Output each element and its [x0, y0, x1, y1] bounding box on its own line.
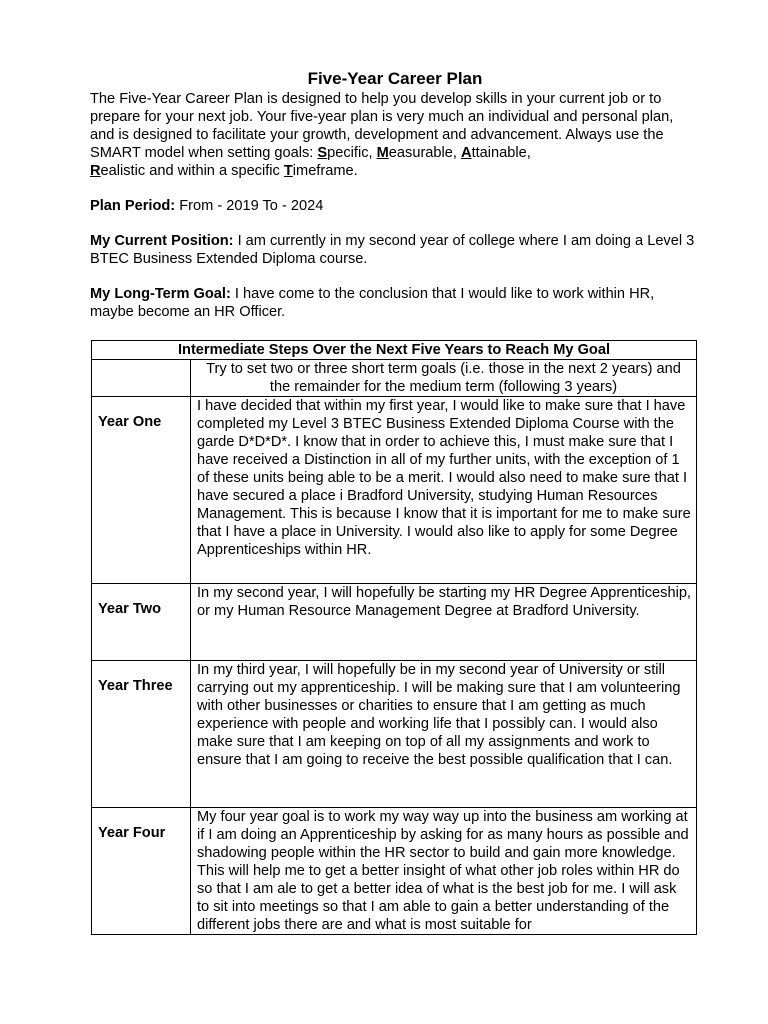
year-plan-text: My four year goal is to work my way way up into the business am working at if I am doing an Apprenticeship by asking for as many hours as possible and shadowing people within the HR sector to build and gain more knowledge. This will help me to get a better insight of what other job roles within HR do so that I am ale to get a better idea of what is the best job for me. I will ask to sit into meetings so that I am able to gain a better understanding of the different jobs there are and what is most suitable for	[191, 808, 697, 935]
smart-t: T	[283, 163, 293, 179]
document-page	[90, 68, 700, 321]
plan-period-label: Plan Period:	[90, 198, 176, 214]
table-row	[92, 584, 697, 661]
year-plan-text: In my second year, I will hopefully be starting my HR Degree Apprenticeship, or my Human Resource Management Degree at Bradford University.	[191, 584, 697, 661]
hint-row	[92, 360, 697, 397]
smart-a-rest: ttainable,	[471, 145, 531, 161]
intermediate-steps-table	[91, 340, 697, 935]
table-row	[92, 661, 697, 808]
smart-s-rest: pecific,	[327, 145, 377, 161]
smart-a: A	[461, 145, 472, 161]
current-position	[90, 232, 700, 268]
year-label: Year Three	[92, 661, 191, 808]
long-term-goal-value: I have come to the conclusion that I would like to work within HR, maybe become an HR Officer.	[90, 286, 655, 320]
table-row	[92, 808, 697, 935]
intro-text: The Five-Year Career Plan is designed to help you develop skills in your current job or to prepare for your next job. Your five-year plan is very much an individual and personal plan, and is designed to facilitate your growth, development and advancement. Always use the SMART model when setting goals:	[90, 91, 674, 161]
table-header-row	[92, 341, 697, 360]
hint-cell: Try to set two or three short term goals (i.e. those in the next 2 years) and the remainder for the medium term (following 3 years)	[191, 360, 697, 397]
plan-period	[90, 197, 700, 215]
smart-s: S	[317, 145, 328, 161]
smart-t-rest: imeframe.	[292, 163, 358, 179]
intro-paragraph	[90, 90, 690, 180]
table-row	[92, 397, 697, 584]
year-label: Year Four	[92, 808, 191, 935]
smart-m-rest: easurable,	[388, 145, 462, 161]
table-header: Intermediate Steps Over the Next Five Years to Reach My Goal	[92, 341, 697, 360]
year-label: Year Two	[92, 584, 191, 661]
hint-empty-cell	[92, 360, 191, 397]
smart-r: R	[90, 163, 101, 179]
document-title: Five-Year Career Plan	[307, 69, 483, 88]
smart-r-rest: ealistic and within a specific	[100, 163, 284, 179]
plan-period-value: From - 2019 To - 2024	[175, 198, 324, 214]
year-label: Year One	[92, 397, 191, 584]
year-plan-text: I have decided that within my first year, I would like to make sure that I have completed my Level 3 BTEC Business Extended Diploma Course with the garde D*D*D*. I know that in order to achieve this, I must make sure that I have received a Distinction in all of my further units, with the exception of 1 of these units being able to be a merit. I would also need to make sure that I have secured a place i Bradford University, studying Human Resources Management. This is because I know that it is important for me to make sure that I have a place in University. I would also like to apply for some Degree Apprenticeships within HR.	[191, 397, 697, 584]
smart-m: M	[376, 145, 389, 161]
current-position-value: I am currently in my second year of college where I am doing a Level 3 BTEC Business Extended Diploma course.	[90, 233, 695, 267]
long-term-goal-label: My Long-Term Goal:	[90, 286, 231, 302]
year-plan-text: In my third year, I will hopefully be in my second year of University or still carrying out my apprenticeship. I will be making sure that I am volunteering with other businesses or charities to ensure that I am getting as much experience with people and working life that I possibly can. I would also make sure that I am keeping on top of all my assignments and work to ensure that I am going to receive the best possible qualification that I can.	[191, 661, 697, 808]
long-term-goal	[90, 285, 700, 321]
current-position-label: My Current Position:	[90, 233, 234, 249]
